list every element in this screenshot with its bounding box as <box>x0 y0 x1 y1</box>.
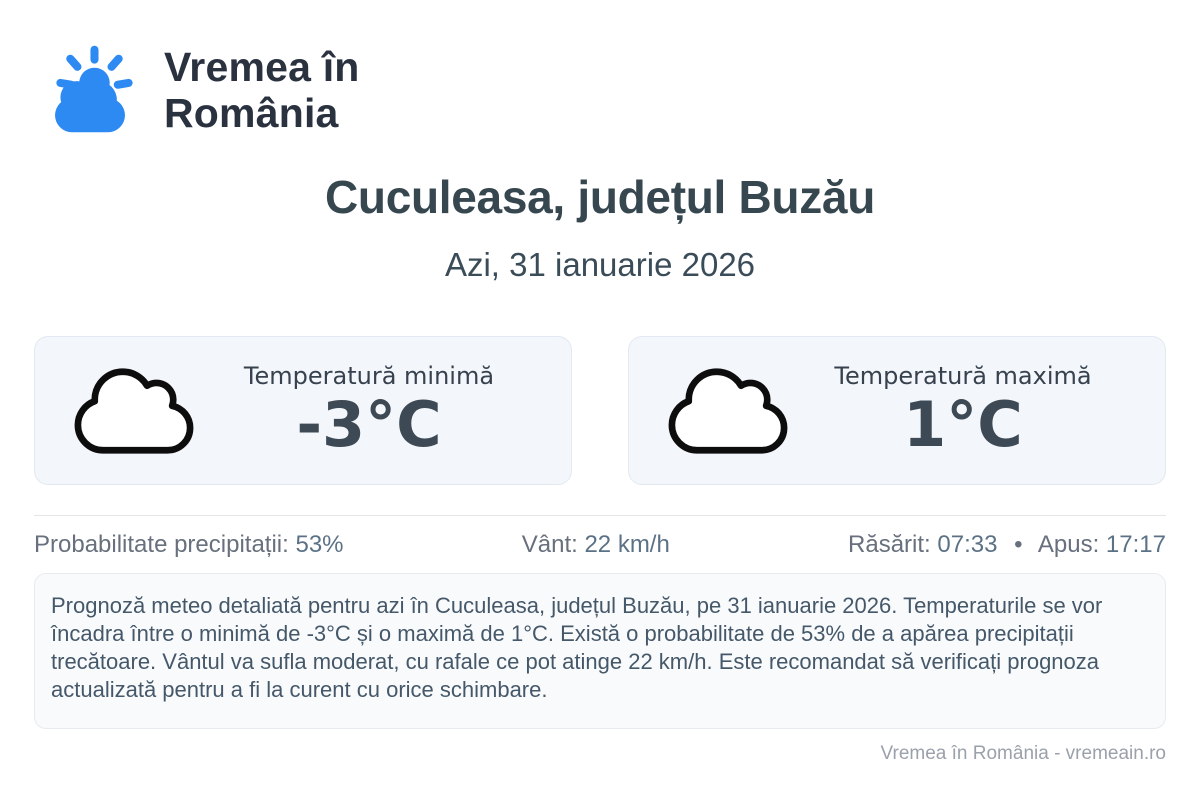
sunset-value: 17:17 <box>1105 531 1166 558</box>
sun-cloud-logo-icon <box>38 40 142 142</box>
date-subtitle: Azi, 31 ianuarie 2026 <box>444 246 756 283</box>
precipitation-value: 53% <box>295 531 344 558</box>
bullet-separator: • <box>1014 531 1023 558</box>
sunrise-value: 07:33 <box>937 531 998 558</box>
brand-name-line2: România <box>164 90 339 136</box>
wind-value: 22 km/h <box>584 531 670 558</box>
cloud-icon <box>73 366 195 456</box>
sun-times-stat <box>848 531 1166 559</box>
page-title: Cuculeasa, județul Buzău <box>324 171 875 223</box>
max-temp-value: 1°C <box>903 388 1023 462</box>
brand-logo[interactable] <box>38 40 1166 142</box>
precipitation-label: Probabilitate precipitații: <box>34 531 289 558</box>
stats-row <box>34 531 1166 559</box>
sunrise-label: Răsărit: <box>848 531 931 558</box>
wind-stat <box>522 531 670 559</box>
wind-label: Vânt: <box>521 531 578 558</box>
divider <box>34 515 1166 516</box>
cloud-icon <box>667 366 789 456</box>
precipitation-stat <box>34 531 344 559</box>
max-temp-card <box>628 336 1166 485</box>
min-temp-value: -3°C <box>296 388 442 462</box>
min-temp-body <box>195 362 543 462</box>
min-temp-card <box>34 336 572 485</box>
max-temp-label: Temperatură maximă <box>834 362 1092 391</box>
forecast-description: Prognoză meteo detaliată pentru azi în Cuculeasa, județul Buzău, pe 31 ianuarie 2026. Temperaturile se vor încadra între o minimă de -3°C și o maximă de 1°C. Există o probabilitate de 53% de a apărea precipitații trecătoare. Vântul va sufla moderat, cu rafale ce pot atinge 22 km/h. Este recomandat să verificați prognoza actualizată pentru a fi la curent cu orice schimbare. <box>34 573 1166 729</box>
brand-name <box>164 45 360 137</box>
temperature-cards <box>34 336 1166 485</box>
footer-credit[interactable]: Vremea în România - vremeain.ro <box>880 743 1166 764</box>
max-temp-body <box>789 362 1137 462</box>
brand-name-line1: Vremea în <box>164 44 360 91</box>
min-temp-label: Temperatură minimă <box>243 362 495 391</box>
sunset-label: Apus: <box>1037 531 1100 558</box>
